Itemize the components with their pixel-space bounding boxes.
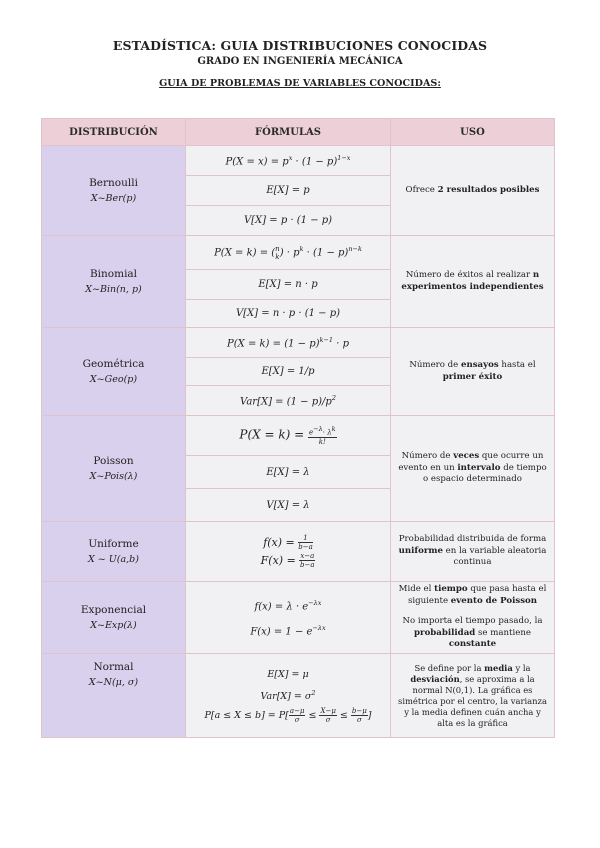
uso-cell-uniforme: Probabilidad distribuida de forma uniforme en la variable aleatoria continua bbox=[391, 522, 555, 582]
distribution-cell-uniforme bbox=[42, 522, 186, 582]
formula-cell: P(X = k) = ( n k ) · $p^k \cdot (1 - p)^{n-k}$ bbox=[186, 236, 391, 270]
distribution-cell-geometrica bbox=[42, 328, 186, 416]
distribution-name: Normal bbox=[93, 661, 134, 673]
distribution-notation: X~Geo(p) bbox=[89, 373, 138, 385]
formula-cell: E[X] = λ bbox=[186, 456, 391, 489]
distribution-name: Binomial bbox=[89, 267, 138, 280]
column-header-formulas: FÓRMULAS bbox=[186, 119, 391, 146]
column-header-uso: USO bbox=[391, 119, 555, 146]
table-row bbox=[42, 582, 555, 654]
distribution-cell-bernoulli bbox=[42, 146, 186, 236]
distribution-cell-normal bbox=[42, 654, 186, 738]
formula-cell: E[X] = μ $Var[X] = \sigma^2$ P[a ≤ X ≤ b] = P[ $\frac{a-\mu}{\sigma}$ ≤ $\frac{X-\mu}{\sigma}$ ≤ $\frac{b-\mu}{\sigma}$ ] bbox=[186, 654, 391, 738]
distribution-notation: X ~ U(a,b) bbox=[88, 553, 139, 565]
distribution-cell-poisson bbox=[42, 416, 186, 522]
document-title: ESTADÍSTICA: GUIA DISTRIBUCIONES CONOCIDAS bbox=[112, 38, 488, 53]
table-header-row bbox=[42, 119, 555, 146]
distribution-cell-exponencial bbox=[42, 582, 186, 654]
distribution-notation: X~N(μ, σ) bbox=[88, 677, 139, 688]
formula-cell: $Var[X] = (1 - p)/p^2$ bbox=[186, 386, 391, 416]
table-row bbox=[42, 328, 555, 358]
distribution-name: Uniforme bbox=[88, 537, 139, 550]
distribution-notation: X~Bin(n, p) bbox=[85, 283, 142, 295]
uso-cell-exponencial: Mide el tiempo que pasa hasta el siguiente evento de Poisson No importa el tiempo pasado, la probabilidad se mantiene constante bbox=[391, 582, 555, 654]
distribution-notation: X~Exp(λ) bbox=[90, 619, 137, 631]
distribution-notation: X~Ber(p) bbox=[90, 192, 137, 204]
distribution-cell-binomial bbox=[42, 236, 186, 328]
formula-cell: E[X] = 1/p bbox=[186, 358, 391, 386]
formula-cell: V[X] = λ bbox=[186, 489, 391, 522]
formula-cell: $P(X = k) = (1 - p)^{k-1} \cdot p$ bbox=[186, 328, 391, 358]
distribution-name: Bernoulli bbox=[89, 176, 138, 189]
formula-cell: V[X] = n · p · (1 − p) bbox=[186, 300, 391, 328]
table-row bbox=[42, 146, 555, 176]
formula-cell: f(x) = $\frac{1}{b-a}$ F(x) = $\frac{x-a}{b-a}$ bbox=[186, 522, 391, 582]
distributions-table bbox=[41, 118, 555, 738]
formula-cell: $f(x) = \lambda \cdot e^{-\lambda x}$ $F(x) = 1 - e^{-\lambda x}$ bbox=[186, 582, 391, 654]
section-heading: GUIA DE PROBLEMAS DE VARIABLES CONOCIDAS: bbox=[159, 78, 441, 89]
table-row bbox=[42, 654, 555, 738]
formula-cell: E[X] = p bbox=[186, 176, 391, 206]
distribution-name: Geométrica bbox=[82, 357, 145, 370]
table-row bbox=[42, 416, 555, 456]
distribution-name: Exponencial bbox=[80, 603, 147, 616]
formula-cell: P(X = k) = $\frac{e^{-\lambda}\cdot \lambda^k}{k!}$ bbox=[186, 416, 391, 456]
uso-cell-poisson: Número de veces que ocurre un evento en un intervalo de tiempo o espacio determinado bbox=[391, 416, 555, 522]
table-row bbox=[42, 236, 555, 270]
uso-cell-bernoulli: Ofrece 2 resultados posibles bbox=[391, 146, 555, 236]
column-header-distribution: DISTRIBUCIÓN bbox=[42, 119, 186, 146]
formula-cell: E[X] = n · p bbox=[186, 270, 391, 300]
uso-cell-geometrica: Número de ensayos hasta el primer éxito bbox=[391, 328, 555, 416]
uso-cell-binomial: Número de éxitos al realizar n experimentos independientes bbox=[391, 236, 555, 328]
distribution-notation: X~Pois(λ) bbox=[89, 470, 138, 482]
formula-cell: V[X] = p · (1 − p) bbox=[186, 206, 391, 236]
formula-cell: $P(X = x) = p^x \cdot (1 - p)^{1-x}$ bbox=[186, 146, 391, 176]
table-row bbox=[42, 522, 555, 582]
uso-cell-normal: Se define por la media y la desviación, se aproxima a la normal N(0,1). La gráfica es simétrica por el centro, la varianza y la media definen cuán ancha y alta es la gráfica bbox=[391, 654, 555, 738]
distribution-name: Poisson bbox=[93, 454, 134, 467]
document-subtitle: GRADO EN INGENIERÍA MECÁNICA bbox=[197, 56, 403, 67]
